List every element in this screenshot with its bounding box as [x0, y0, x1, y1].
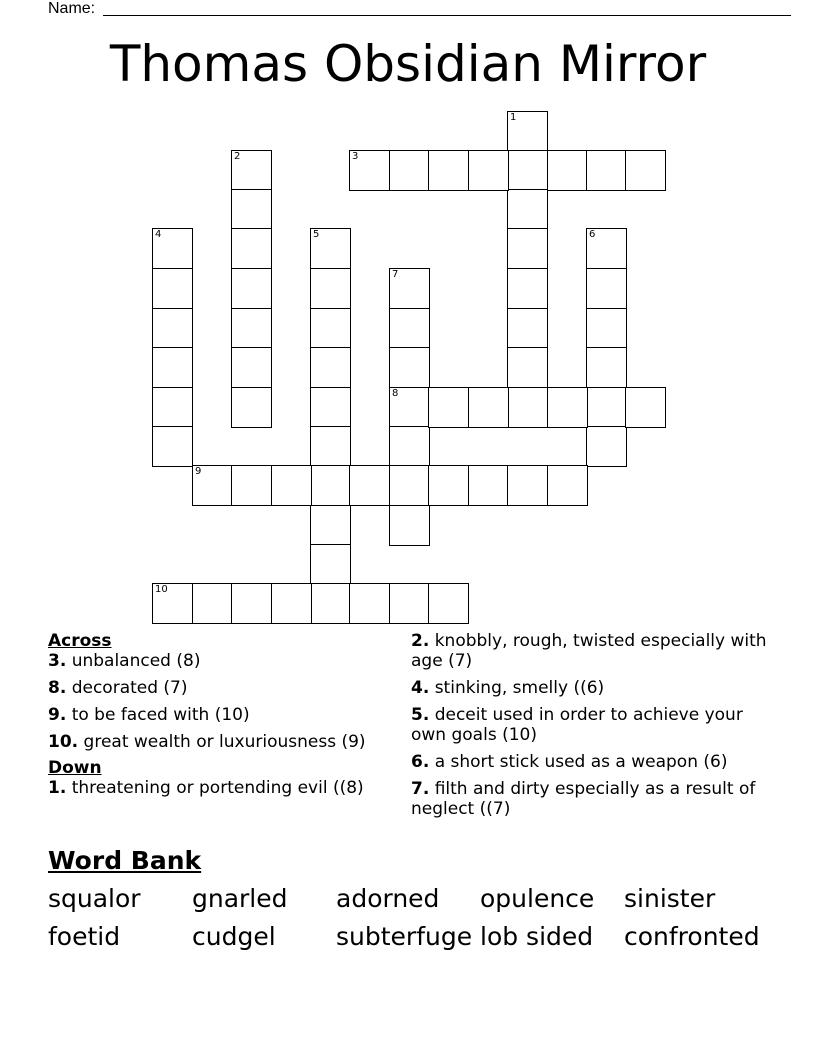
grid-cell[interactable]	[192, 465, 233, 506]
grid-cell[interactable]	[507, 150, 548, 191]
word-bank-item: adorned	[336, 884, 440, 913]
word-bank-item: subterfuge	[336, 922, 473, 951]
grid-cell[interactable]	[389, 583, 430, 624]
page-title: Thomas Obsidian Mirror	[109, 35, 707, 93]
grid-cell[interactable]	[389, 465, 430, 506]
down-heading: Down	[48, 758, 102, 778]
grid-cell[interactable]	[231, 465, 272, 506]
grid-cell[interactable]	[231, 347, 272, 388]
clue-number: 2	[234, 151, 241, 162]
grid-cell[interactable]	[152, 426, 193, 467]
word-bank-item: opulence	[480, 884, 595, 913]
grid-cell[interactable]	[428, 150, 469, 191]
grid-cell[interactable]	[310, 505, 351, 546]
clue-number: 8	[392, 388, 399, 399]
across-heading: Across	[48, 631, 112, 651]
grid-cell[interactable]	[231, 268, 272, 309]
grid-cell[interactable]	[349, 150, 390, 191]
grid-cell[interactable]	[231, 150, 272, 191]
grid-cell[interactable]	[271, 583, 312, 624]
grid-cell[interactable]	[547, 387, 588, 428]
grid-cell[interactable]	[271, 465, 312, 506]
grid-cell[interactable]	[389, 387, 430, 428]
word-bank-item: cudgel	[192, 922, 276, 951]
grid-cell[interactable]	[389, 505, 430, 546]
grid-cell[interactable]	[152, 347, 193, 388]
grid-cell[interactable]	[468, 465, 509, 506]
clues-right-column	[411, 631, 771, 826]
grid-cell[interactable]	[468, 387, 509, 428]
grid-cell[interactable]	[310, 347, 351, 388]
grid-cell[interactable]	[310, 426, 351, 467]
grid-cell[interactable]	[389, 308, 430, 349]
grid-cell[interactable]	[586, 228, 627, 269]
clue-across-8: 8. decorated (7)	[48, 678, 188, 698]
grid-cell[interactable]	[586, 150, 627, 191]
clue-across-9: 9. to be faced with (10)	[48, 705, 250, 725]
grid-cell[interactable]	[586, 347, 627, 388]
grid-cell[interactable]	[428, 465, 469, 506]
grid-cell[interactable]	[547, 465, 588, 506]
clue-down-4: 4. stinking, smelly ((6)	[411, 678, 605, 698]
grid-cell[interactable]	[152, 308, 193, 349]
word-bank-item: sinister	[624, 884, 716, 913]
clue-across-10: 10. great wealth or luxuriousness (9)	[48, 732, 366, 752]
grid-cell[interactable]	[507, 268, 548, 309]
clue-down-1: 1. threatening or portending evil ((8)	[48, 778, 364, 798]
grid-cell[interactable]	[349, 465, 390, 506]
grid-cell[interactable]	[586, 387, 627, 428]
grid-cell[interactable]	[625, 150, 666, 191]
word-bank-title: Word Bank	[48, 846, 202, 875]
grid-cell[interactable]	[428, 387, 469, 428]
word-bank-item: foetid	[48, 922, 121, 951]
grid-cell[interactable]	[310, 465, 351, 506]
grid-cell[interactable]	[310, 268, 351, 309]
grid-cell[interactable]	[152, 387, 193, 428]
grid-cell[interactable]	[192, 583, 233, 624]
clue-number: 5	[313, 229, 320, 240]
grid-cell[interactable]	[586, 426, 627, 467]
grid-cell[interactable]	[389, 426, 430, 467]
grid-cell[interactable]	[507, 347, 548, 388]
clue-down-7: 7. filth and dirty especially as a result of neglect ((7)	[411, 779, 756, 819]
grid-cell[interactable]	[547, 150, 588, 191]
word-bank-item: gnarled	[192, 884, 288, 913]
grid-cell[interactable]	[428, 583, 469, 624]
grid-cell[interactable]	[231, 308, 272, 349]
clue-down-5: 5. deceit used in order to achieve your own goals (10)	[411, 705, 743, 745]
grid-cell[interactable]	[507, 228, 548, 269]
grid-cell[interactable]	[389, 150, 430, 191]
grid-cell[interactable]	[507, 308, 548, 349]
clue-number: 6	[589, 229, 596, 240]
grid-cell[interactable]	[349, 583, 390, 624]
grid-cell[interactable]	[507, 111, 548, 152]
clue-down-6: 6. a short stick used as a weapon (6)	[411, 752, 728, 772]
grid-cell[interactable]	[586, 268, 627, 309]
grid-cell[interactable]	[389, 268, 430, 309]
grid-cell[interactable]	[310, 387, 351, 428]
grid-cell[interactable]	[152, 228, 193, 269]
grid-cell[interactable]	[152, 583, 193, 624]
clues-left-column	[48, 631, 398, 798]
grid-cell[interactable]	[231, 583, 272, 624]
clue-number: 9	[195, 466, 202, 477]
clue-number: 4	[155, 229, 162, 240]
clue-number: 7	[392, 269, 399, 280]
clue-number: 3	[352, 151, 359, 162]
grid-cell[interactable]	[310, 308, 351, 349]
clue-across-3: 3. unbalanced (8)	[48, 651, 201, 671]
word-bank-item: squalor	[48, 884, 141, 913]
clue-number: 10	[155, 584, 168, 595]
grid-cell[interactable]	[586, 308, 627, 349]
name-label: Name:	[48, 0, 96, 17]
grid-cell[interactable]	[231, 387, 272, 428]
grid-cell[interactable]	[152, 268, 193, 309]
grid-cell[interactable]	[507, 189, 548, 230]
grid-cell[interactable]	[507, 387, 548, 428]
grid-cell[interactable]	[507, 465, 548, 506]
word-bank-item: lob sided	[480, 922, 594, 951]
grid-cell[interactable]	[231, 228, 272, 269]
grid-cell[interactable]	[625, 387, 666, 428]
word-bank	[48, 880, 788, 956]
grid-cell[interactable]	[231, 189, 272, 230]
grid-cell[interactable]	[389, 347, 430, 388]
clue-number: 1	[510, 112, 517, 123]
clue-down-2: 2. knobbly, rough, twisted especially with age (7)	[411, 631, 767, 671]
grid-cell[interactable]	[310, 544, 351, 585]
grid-cell[interactable]	[468, 150, 509, 191]
grid-cell[interactable]	[310, 228, 351, 269]
word-bank-item: confronted	[624, 922, 760, 951]
grid-cell[interactable]	[310, 583, 351, 624]
